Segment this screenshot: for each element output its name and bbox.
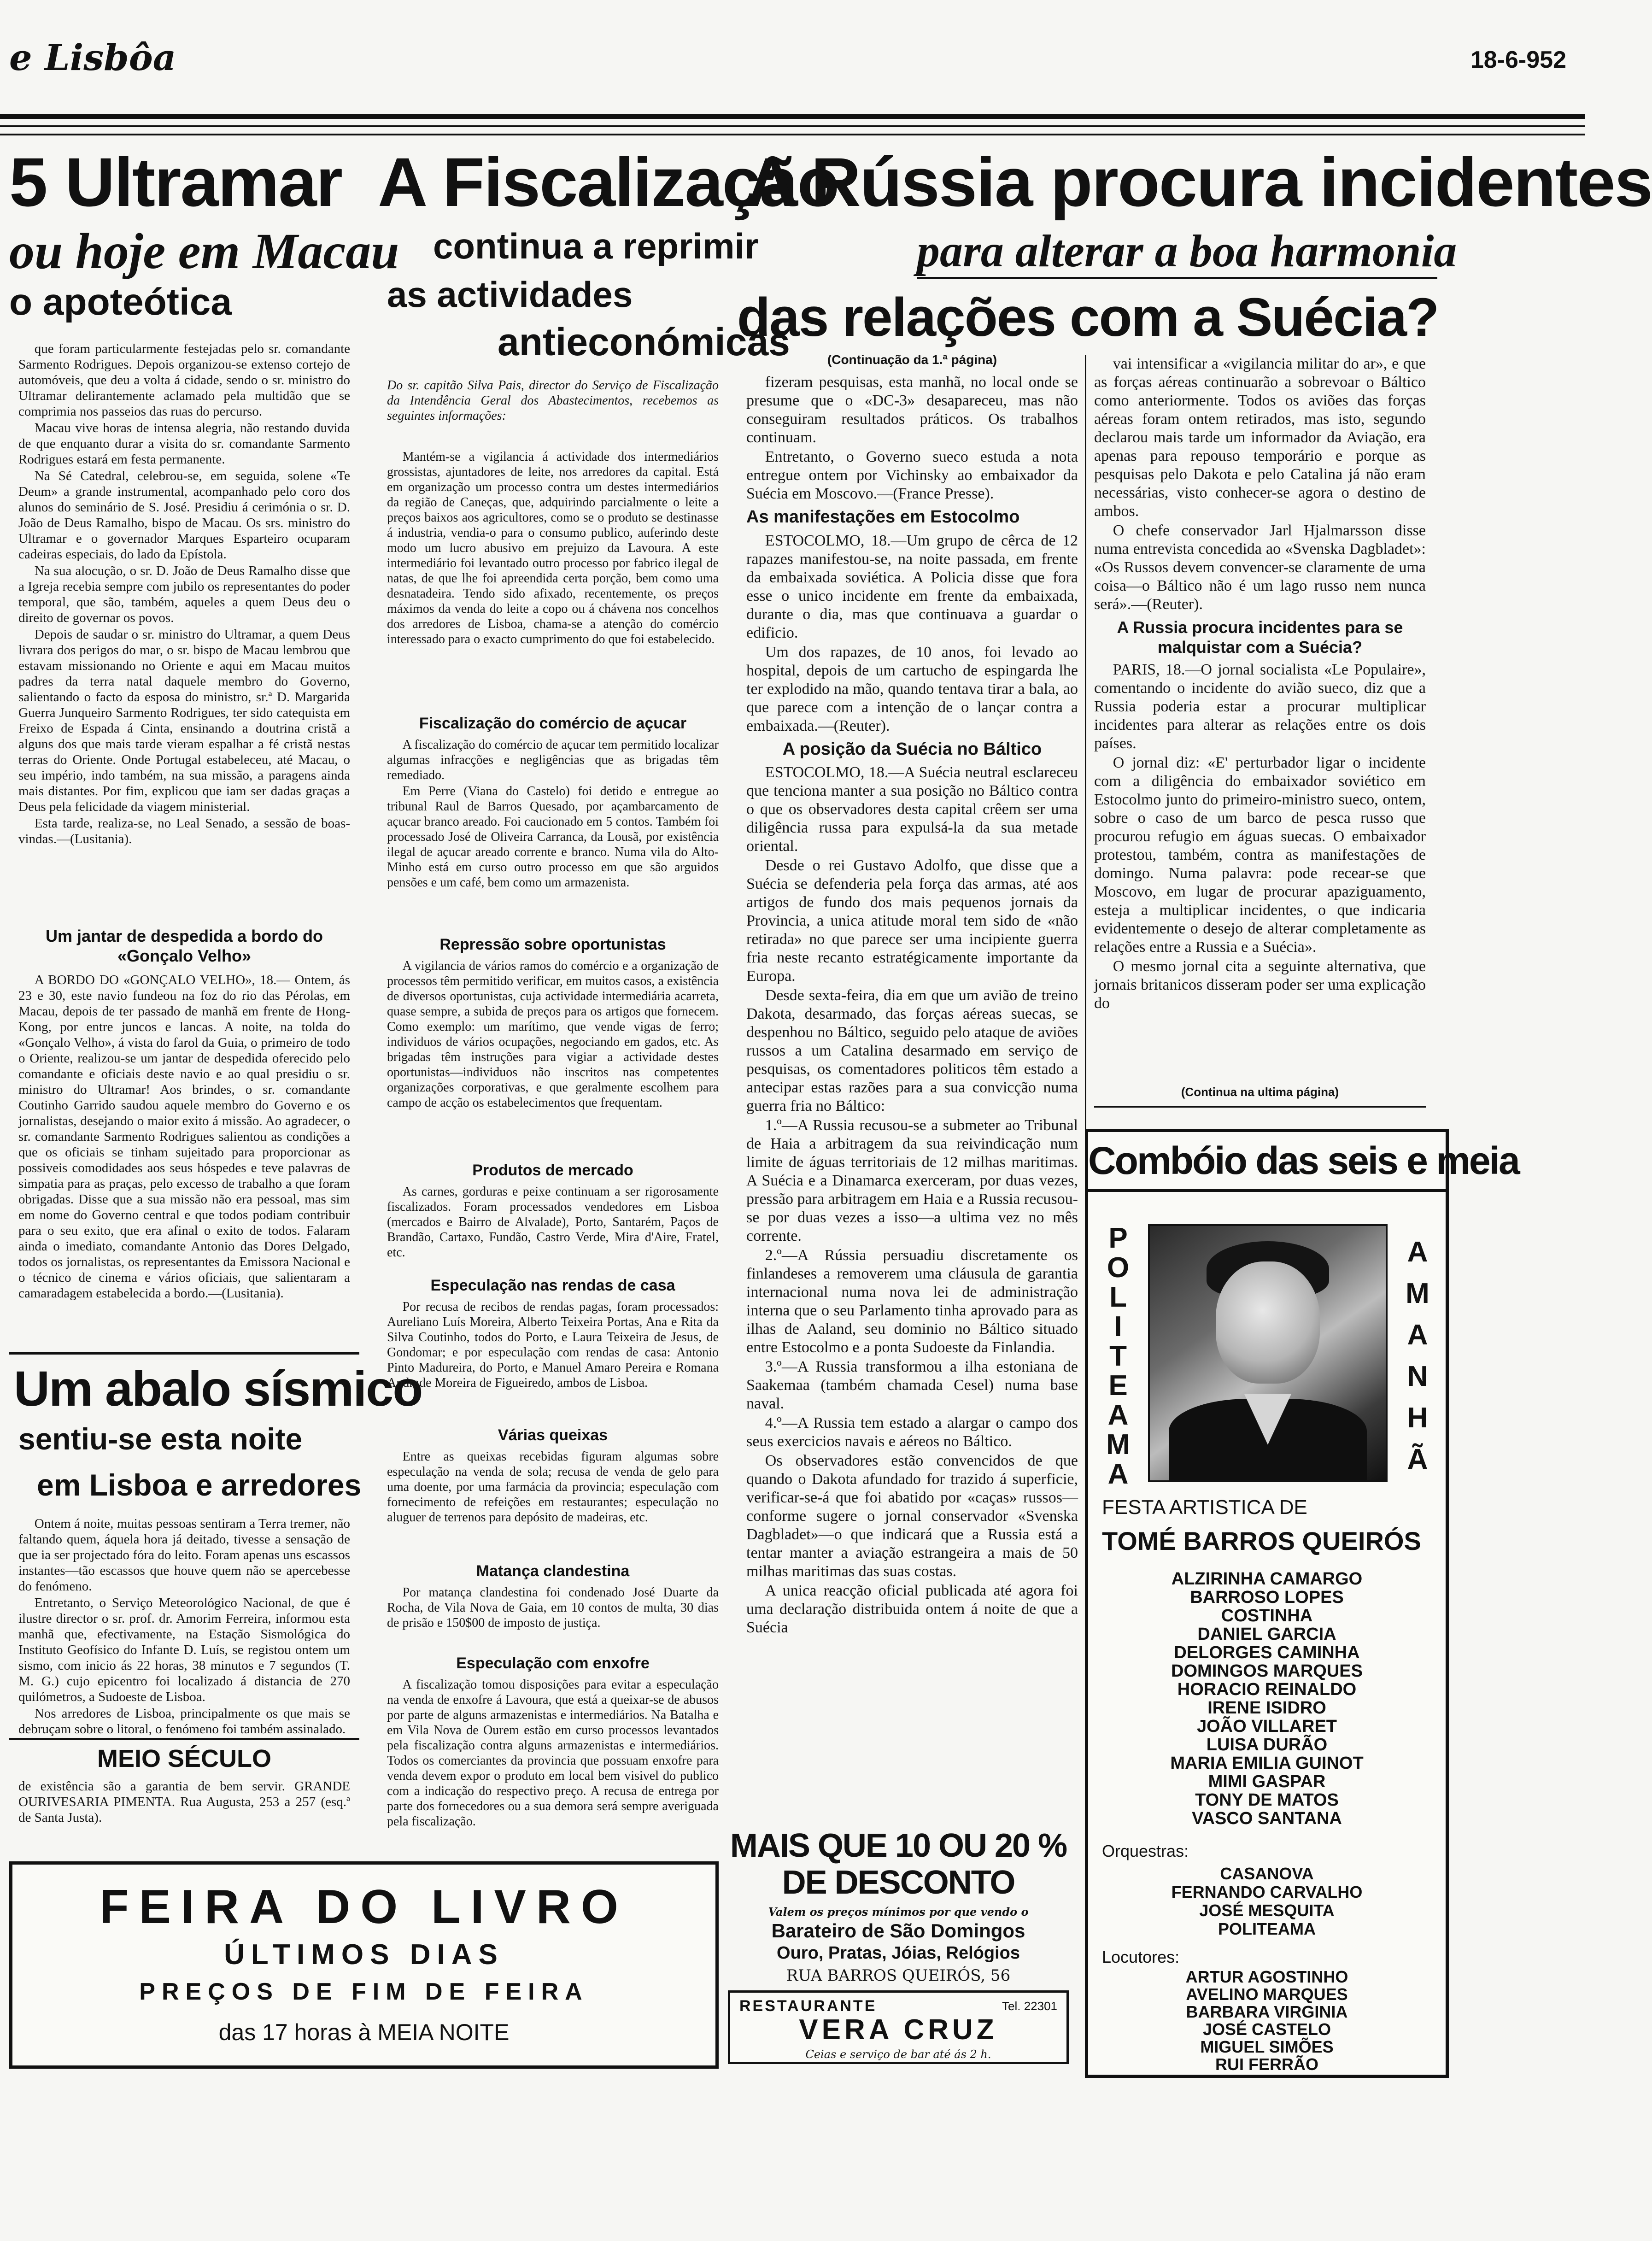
cast-name: DELORGES CAMINHA <box>1174 1643 1360 1662</box>
restaurante-hours: Ceias e serviço de bar até ás 2 h. <box>805 2048 991 2061</box>
posicao-heading: A posição da Suécia no Báltico <box>782 739 1042 759</box>
russia-headline: A Rússia procura incidentes <box>746 143 1652 221</box>
paragraph: O chefe conservador Jarl Hjalmarsson disse numa entrevista concedida ao «Svenska Dagbladet»: «Os Russos devem convencer-se claramente de uma coisa—o Báltico não é um lago russo nem nunca será».—(Reuter). <box>1094 522 1426 613</box>
vera-cruz-ad <box>728 1990 1069 2064</box>
abalo-sub-2: em Lisboa e arredores <box>37 1468 362 1502</box>
meio-seculo-text: de existência são a garantia de bem servir. GRANDE OURIVESARIA PIMENTA. Rua Augusta, 253 a 257 (esq.ª de Santa Justa). <box>18 1779 350 1825</box>
cast-name: BARROSO LOPES <box>1190 1588 1344 1607</box>
ultramar-headline-text: Ultramar <box>65 143 342 221</box>
paragraph: O mesmo jornal cita a seguinte alternativa, que jornais britanicos disseram poder ser uma explicação do <box>1094 958 1426 1012</box>
rendas-body <box>387 1299 719 1419</box>
star-name: TOMÉ BARROS QUEIRÓS <box>1102 1526 1421 1555</box>
masthead-rule-thin-2 <box>0 134 1585 135</box>
announcer-name: BARBARA VIRGINIA <box>1186 2002 1348 2021</box>
matanca-body <box>387 1585 719 1649</box>
paragraph: Nos arredores de Lisboa, principalmente os que mais se debruçam sobre o litoral, o fenómeno foi também assinalado. <box>18 1706 350 1736</box>
feira-line-2: ÚLTIMOS DIAS <box>224 1939 504 1971</box>
letter: A <box>1107 1399 1129 1431</box>
paragraph: Na sua alocução, o sr. D. João de Deus Ramalho disse que a Igreja recebia sempre com jubilo os representantes do poder temporal, que são, também, aqueles a quem Deus deu o direito de governar os povos. <box>18 563 350 625</box>
malquistar-heading: A Russia procura incidentes para se malquistar com a Suécia? <box>1117 618 1403 657</box>
paragraph: Por recusa de recibos de rendas pagas, foram processados: Aureliano Luís Moreira, Alberto Teixeira Portas, Ana e Rita da Silva Coutinho, todos do Porto, e Laura Teixeira de Jesus, de Gondomar; e por especulação com rendas de casa: Antonio Pinto Madureira, do Porto, e Manuel Amaro Pereira e Romana Andrade Moreira de Figueiredo, ambos de Lisboa. <box>387 1300 719 1390</box>
fiscalizacao-headline: A Fiscalização <box>378 143 839 221</box>
continua-note: (Continua na ultima página) <box>1181 1085 1339 1099</box>
barateiro-ad <box>728 1829 1069 1986</box>
enxofre-body <box>387 1677 719 1843</box>
feira-do-livro-ad <box>9 1861 719 2069</box>
desconto-line-6: RUA BARROS QUEIRÓS, 56 <box>786 1966 1011 1985</box>
letter: P <box>1108 1222 1128 1254</box>
fiscalizacao-body <box>387 449 719 707</box>
politeama-ad <box>1085 1129 1519 2078</box>
paragraph: vai intensificar a «vigilancia militar do ar», e que as forças aéreas continuarão a sobrevoar o Báltico como anteriormente. Todos os aviões das forças aéreas foram ontem retirados, mas isto, segundo declarou mais tarde um informador da Aviação, era apenas para repouso temporário e porque as pesquisas pelo Dakota e pelo Catalina já não eram necessárias, visto conhecer-se agora o destino de ambos. <box>1094 355 1426 520</box>
feira-line-4: das 17 horas à MEIA NOITE <box>218 2019 510 2045</box>
paragraph: 2.º—A Rússia persuadiu discretamente os finlandeses a removerem uma cláusula de garantia internacional numa nova lei de administração interna que o seu Parlamento tinha aprovado para as ilhas de Aaland, seu dominio no Báltico situado entre Estocolmo e a ponta Sudoeste da Finlandia. <box>746 1247 1078 1356</box>
column-rule <box>9 1352 359 1355</box>
fiscalizacao-intro: Do sr. capitão Silva Pais, director do Serviço de Fiscalização da Intendência Geral dos Abastecimentos, recebemos as seguintes informações: <box>387 378 719 423</box>
paragraph: PARIS, 18.—O jornal socialista «Le Populaire», comentando o incidente do avião sueco, diz que a Russia poderia estar a procurar multiplicar incidentes para alterar as relações entre os dois países. <box>1094 661 1426 752</box>
queixas-heading: Várias queixas <box>498 1426 608 1444</box>
column-rule <box>9 1738 359 1740</box>
cast-name: TONY DE MATOS <box>1195 1790 1339 1810</box>
letter: M <box>1406 1278 1429 1309</box>
actor-portrait <box>1148 1224 1388 1482</box>
desconto-line-1: MAIS QUE 10 OU 20 % <box>730 1827 1067 1864</box>
masthead-rule <box>0 114 1585 119</box>
paragraph: As carnes, gorduras e peixe continuam a ser rigorosamente fiscalizados. Foram processados vendedores em Lisboa (mercados e Bairro de Alvalade), Porto, Santarém, Paços de Brandão, Cartaxo, Fundão, Castro Verde, Mira d'Aire, Fratel, etc. <box>387 1185 719 1260</box>
matanca-heading: Matança clandestina <box>476 1562 630 1580</box>
paragraph: Desde sexta-feira, dia em que um avião de treino Dakota, desarmado, das forças aéreas suecas, se despenhou no Báltico, seguido pelo ataque de aviões russos a um Catalina desarmado em serviço de pesquisas, os comentadores politicos têm estado a antecipar estas razões para a sua convicção numa guerra fria no Báltico: <box>746 987 1078 1115</box>
ultramar-headline-prefix: 5 <box>9 143 47 221</box>
comboio-title: Combóio das seis e meia <box>1088 1141 1446 1192</box>
letter: A <box>1407 1236 1428 1268</box>
amanha-vertical <box>1401 1238 1434 1474</box>
masthead-rule-thin <box>0 125 1585 127</box>
meio-seculo-title: MEIO SÉCULO <box>97 1745 272 1772</box>
cast-name: IRENE ISIDRO <box>1207 1698 1326 1718</box>
paragraph: 1.º—A Russia recusou-se a submeter ao Tribunal de Haia a arbitragem da sua reivindicação num limite de águas territoriais de 12 milhas maritimas. A Suécia e a Dinamarca exerceram, por duas vezes, pressão para arbitragem em Haia e a Russia recusou-se por duas vezes a isso—a ultima vez no mês corrente. <box>746 1117 1078 1245</box>
cast-name: MIMI GASPAR <box>1208 1772 1326 1791</box>
cast-name: COSTINHA <box>1221 1606 1313 1625</box>
fiscalizacao-sub-2: as actividades <box>387 274 633 315</box>
paragraph: Ontem á noite, muitas pessoas sentiram a Terra tremer, não faltando quem, áquela hora já deitado, tivesse a sensação de que ia ser projectado fóra do leito. Foram apenas uns escassos instantes—tão escassos que houve quem não se apercebesse do fenómeno. <box>18 1516 350 1594</box>
paragraph: Entretanto, o Governo sueco estuda a nota entregue ontem por Vichinsky ao embaixador da Suécia em Moscovo.—(France Presse). <box>746 448 1078 502</box>
letter: O <box>1107 1252 1130 1284</box>
orchestra-name: POLITEAMA <box>1218 1919 1316 1938</box>
paragraph: A vigilancia de vários ramos do comércio e a organização de processos têm permitido verificar, em muitos casos, a existência de diversos oportunistas, cuja actividade intermediária acarreta, quase sempre, a subida de preços para os artigos que fornecem. Como exemplo: um marítimo, que vende vigas de ferro; individuos de vários ocupações, negociando em gados, etc. As brigadas têm instruções para vigiar a actividade destes oportunistas—individuos não inscritos nas competentes organizações corporativas, e que geralmente escolhem para campo de acção os estabelecimentos que frequentam. <box>387 959 719 1110</box>
russia-col-b <box>1094 355 1426 1078</box>
orquestras-list <box>1088 1865 1446 1938</box>
fiscalizacao-sub-3: antieconómicas <box>498 320 790 364</box>
letter: E <box>1108 1370 1128 1402</box>
cast-name: JOÃO VILLARET <box>1196 1717 1337 1736</box>
orchestra-name: CASANOVA <box>1220 1864 1314 1883</box>
paragraph: fizeram pesquisas, esta manhã, no local onde se presume que o «DC-3» desapareceu, mas não conseguiram resultados práticos. Os trabalhos continuam. <box>746 374 1078 446</box>
orchestra-name: FERNANDO CARVALHO <box>1171 1883 1363 1901</box>
cast-name: DOMINGOS MARQUES <box>1171 1661 1363 1681</box>
paragraph: Depois de saudar o sr. ministro do Ultramar, a quem Deus livrara dos perigos do mar, o sr. bispo de Macau lembrou que estavam missionando no Oriente e aqui em Macau muitos padres da terra natal daquele membro do Governo, salientando o facto da esposa do ministro, sr.ª D. Margarida Guerra Junqueiro Sarmento Rodrigues, ter sido catequista em Freixo de Espada á Cinta, ensinando a doutrina cristã a alguns dos que mais tarde vieram espalhar a fé cristã nestas terras do Oriente. Onde Portugal estabeleceu, até Macau, o seu império, indo também, na sua missão, a paragens ainda mais distantes. Por fim, explicou que iam ser dadas graças a Deus pela felicidade da viagem ministerial. <box>18 627 350 814</box>
enxofre-heading: Especulação com enxofre <box>456 1654 650 1672</box>
festa-label: FESTA ARTISTICA DE <box>1102 1496 1307 1519</box>
letter: I <box>1114 1311 1122 1343</box>
abalo-body <box>18 1516 350 1737</box>
ultramar-body <box>18 341 350 921</box>
cast-name: VASCO SANTANA <box>1192 1809 1342 1828</box>
locutores-label: Locutores: <box>1102 1948 1180 1966</box>
paragraph: A fiscalização tomou disposições para evitar a especulação na venda de enxofre á Lavoura, que está a queixar-se de abusos por parte de alguns armazenistas e intermediários. Na Batalha e em Vila Nova de Ourem estão em curso processos levantados pela fiscalização contra alguns armazenistas e intermediários. Todos os comerciantes da provincia que possuam enxofre para venda devem expor o produto em local bem visivel do publico com a indicação do respectivo preço. A recusa de entrega por parte dos fornecedores ou a sua demora será sempre averiguada pela fiscalização. <box>387 1678 719 1829</box>
ultramar-kicker: ou hoje em Macau <box>9 223 399 279</box>
jantar-heading: Um jantar de despedida a bordo do «Gonçalo Velho» <box>45 927 323 966</box>
acucar-body <box>387 737 719 926</box>
cast-name: ALZIRINHA CAMARGO <box>1171 1569 1363 1589</box>
paragraph: ESTOCOLMO, 18.—Um grupo de cêrca de 12 rapazes manifestou-se, na noite passada, em frente da embaixada soviética. A Policia disse que fora esse o unico incidente em frente da embaixada, durante o dia, mas que continuava a guardar o edificio. <box>746 532 1078 641</box>
cast-list <box>1088 1570 1446 1828</box>
letter: H <box>1407 1402 1428 1434</box>
rendas-heading: Especulação nas rendas de casa <box>430 1277 675 1294</box>
announcer-name: RUI FERRÃO <box>1215 2055 1318 2074</box>
cast-name: DANIEL GARCIA <box>1197 1625 1336 1644</box>
announcer-name: JOSÉ CASTELO <box>1202 2020 1331 2039</box>
cast-name: HORACIO REINALDO <box>1177 1680 1357 1699</box>
locutores-list <box>1088 1968 1446 2073</box>
letter: A <box>1107 1458 1129 1490</box>
paragraph: Os observadores estão convencidos de que quando o Dakota afundado for trazido á superficie, verificar-se-á que foi abatido por «caças» russos—conforme sugere o jornal conservador «Svenska Dagbladet»—o que indicará que a Russia está a tentar manter a aviação estrangeira a mais de 50 milhas maritimas das suas costas. <box>746 1452 1078 1580</box>
paragraph: Um dos rapazes, de 10 anos, foi levado ao hospital, depois de um cartucho de espingarda lhe ter explodido na mão, quando tentava tirar a bala, ao que parece com a intenção de o lançar contra a embaixada.—(Reuter). <box>746 643 1078 734</box>
announcer-name: MIGUEL SIMÕES <box>1200 2037 1334 2056</box>
fiscalizacao-sub-1: continua a reprimir <box>433 226 759 266</box>
desconto-line-2: DE DESCONTO <box>782 1864 1015 1901</box>
paragraph: ESTOCOLMO, 18.—A Suécia neutral esclareceu que tenciona manter a sua posição no Báltico contra o que os observadores desta capital crêem ser uma diligência russa para expulsá-la da sua metade oriental. <box>746 764 1078 855</box>
ultramar-kicker-2: o apoteótica <box>9 281 232 323</box>
ultramar-headline <box>9 143 369 221</box>
paragraph: A unica reacção oficial publicada até agora foi uma declaração distribuida ontem á noite de que a Suécia <box>746 1582 1078 1637</box>
repressao-heading: Repressão sobre oportunistas <box>439 936 666 953</box>
paragraph: Entre as queixas recebidas figuram algumas sobre especulação na venda de sola; recusa de venda de gelo para uma doente, por uma farmácia da provincia; especulação com fornecimento de refeições em restaurantes; especulação no aluguer de terrenos para depósito de madeiras, etc. <box>387 1449 719 1525</box>
paragraph: Mantém-se a vigilancia á actividade dos intermediários grossistas, ajuntadores de leite, nos arredores da capital. Está em organização um processo contra um destes intermediários da região de Caneças, que, adquirindo parcialmente o leite a preços baixos aos agricultores, como se o produto se destinasse á industria, vendia-o para o consumo publico, auferindo deste modo um lucro abusivo em prejuizo da Lavoura. A este intermediário foi levantado outro processo por fabrico ilegal de natas, de que lhe foi apreendida certa porção, bem como uma desnatadeira. Tendo sido afixado, recentemente, os preços máximos da venda do leite a copo ou á chávena nos concelhos dos arredores de Lisboa, chama-se a atenção do comércio interessado para o exacto cumprimento do que foi estabelecido. <box>387 450 719 646</box>
russia-col-a <box>746 373 1078 1815</box>
desconto-line-4: Barateiro de São Domingos <box>771 1920 1025 1942</box>
announcer-name: AVELINO MARQUES <box>1186 1985 1348 2004</box>
restaurante-label: RESTAURANTE <box>739 1997 877 2015</box>
restaurante-name: VERA CRUZ <box>799 2014 998 2046</box>
paragraph: 3.º—A Russia transformou a ilha estoniana de Saakemaa (também chamada Cesel) numa base naval. <box>746 1358 1078 1413</box>
russia-sub-2: das relações com a Suécia? <box>737 287 1439 348</box>
masthead-title: e Lisbôa <box>9 37 176 79</box>
jantar-body <box>18 972 350 1341</box>
desconto-line-3: Valem os preços mínimos por que vendo o <box>768 1905 1029 1918</box>
queixas-body <box>387 1449 719 1560</box>
abalo-headline: Um abalo sísmico <box>14 1361 422 1416</box>
paragraph: Esta tarde, realiza-se, no Leal Senado, a sessão de boas-vindas.—(Lusitania). <box>18 816 350 846</box>
paragraph: que foram particularmente festejadas pelo sr. comandante Sarmento Rodrigues. Depois organizou-se extenso cortejo de automóveis, que deu a volta á cidade, sendo o sr. ministro do Ultramar delirantemente aclamado pela multidão que se comprimia nos passeios das ruas do percurso. <box>18 341 350 419</box>
letter: Ã <box>1407 1443 1428 1475</box>
announcer-name: ARTUR AGOSTINHO <box>1185 1967 1348 1986</box>
orchestra-name: JOSÉ MESQUITA <box>1199 1901 1335 1920</box>
paragraph: O jornal diz: «E' perturbador ligar o incidente com a diligência do embaixador soviético em Estocolmo junto do primeiro-ministro sueco, ontem, sobre o caso de um barco de pesca russo que procurou refugio em águas suecas. O embaixador protestou, também, contra as manifestações de domingo. Numa palavra: pode recear-se que Moscovo, em lugar de procurar apaziguamento, esteja a multiplicar incidentes, o que indicaria evidentemente o desejo de alterar completamente as relações entre a Russia e a Suécia». <box>1094 754 1426 956</box>
mercado-heading: Produtos de mercado <box>472 1162 633 1179</box>
paragraph: A BORDO DO «GONÇALO VELHO», 18.— Ontem, ás 23 e 30, este navio fundeou na foz do rio das Pérolas, em Macau, depois de ter passado de manhã em frente de Hong-Kong, por entre juncos e lancas. A noite, na tolda do «Gonçalo Velho», á vista do farol da Guia, o primeiro de todo o Oriente, realizou-se um jantar de despedida oferecido pelo comandante e oficiais deste navio e ao qual presidiu o sr. ministro do Ultramar! Aos brindes, o sr. comandante Coutinho Garrido saudou aquele membro do Governo e os jornalistas, desejando o maior exito á missão. Ao agradecer, o sr. comandante Sarmento Rodrigues salientou as condições a que os oficiais se tinham sujeitado para proporcionar as possiveis comodidades aos seus hóspedes e teve palavras de simpatia para as praças, pelo excesso de trabalho a que foram obrigadas. Disse que a sua missão não era pessoal, mas sim em nome do Governo central e que todos podiam contribuir para o seu exito, que era afinal o exito de todos. Falaram ainda o imediato, comandante Antonio das Dores Delgado, todos os jornalistas, os representantes da Emissora Nacional e o técnico de cinema e vários oficiais, que salientaram a camaradagem estabelecida a bordo.—(Lusitania). <box>18 973 350 1301</box>
letter: T <box>1109 1340 1127 1372</box>
manifestacoes-heading: As manifestações em Estocolmo <box>746 507 1020 527</box>
paragraph: Entretanto, o Serviço Meteorológico Nacional, de que é ilustre director o sr. prof. dr. Amorim Ferreira, informou esta manhã que, efectivamente, na Estação Sismológica do Instituto Geofísico do Infante D. Luís, se registou ontem um sismo, com inicio ás 22 horas, 38 minutos e 7 segundos (T. M. G.) cujo epicentro foi localizado á distancia de 270 quilómetros, a Sudoeste de Lisboa. <box>18 1596 350 1704</box>
paragraph: Macau vive horas de intensa alegria, não restando duvida de que enquanto durar a visita do sr. comandante Sarmento Rodrigues estará em festa permanente. <box>18 421 350 467</box>
abalo-sub-1: sentiu-se esta noite <box>18 1422 303 1456</box>
portrait-face <box>1216 1261 1319 1384</box>
orquestras-label: Orquestras: <box>1102 1842 1189 1860</box>
cast-name: MARIA EMILIA GUINOT <box>1170 1754 1364 1773</box>
issue-date: 18-6-952 <box>1470 47 1566 73</box>
letter: A <box>1407 1319 1428 1351</box>
mercado-body <box>387 1184 719 1267</box>
letter: N <box>1407 1361 1428 1392</box>
acucar-heading: Fiscalização do comércio de açucar <box>419 715 687 732</box>
feira-line-1: FEIRA DO LIVRO <box>100 1880 628 1934</box>
paragraph: Desde o rei Gustavo Adolfo, que disse que a Suécia se defenderia pela força das armas, até aos artigos de fundo dos mais pequenos jornais da Provincia, a unica atitude moral tem sido de «não retirada» no que parece ser uma incipiente guerra fria neste recanto estratégicamente importante da Europa. <box>746 857 1078 985</box>
letter: L <box>1109 1281 1127 1313</box>
russia-sub-1: para alterar a boa harmonia <box>917 228 1437 279</box>
paragraph: Em Perre (Viana do Castelo) foi detido e entregue ao tribunal Raul de Barros Quesado, por açambarcamento de açucar branco areado. Foi caucionado em 5 contos. Também foi processado José de Oliveira Carranca, da Lousã, por existência ilegal de açucar areado corrente e branco. Numa vila do Alto-Minho está em curso outro processo em que são arguidos pensões e um café, bem como um armazenista. <box>387 784 719 890</box>
repressao-body <box>387 958 719 1147</box>
paragraph: Por matança clandestina foi condenado José Duarte da Rocha, de Vila Nova de Gaia, em 10 contos de multa, 30 dias de prisão e 150$00 de imposto de justiça. <box>387 1585 719 1630</box>
paragraph: 4.º—A Russia tem estado a alargar o campo dos seus exercicios navais e aéreos no Báltico. <box>746 1414 1078 1450</box>
russia-continuation: (Continuação da 1.ª página) <box>827 352 997 367</box>
desconto-line-5: Ouro, Pratas, Jóias, Relógios <box>777 1943 1020 1963</box>
continua-rule <box>1094 1106 1426 1108</box>
letter: M <box>1106 1429 1130 1461</box>
paragraph: A fiscalização do comércio de açucar tem permitido localizar algumas infracções e negligências que as brigadas têm remediado. <box>387 738 719 782</box>
restaurante-tel: Tel. 22301 <box>1002 1999 1057 2013</box>
feira-line-3: PREÇOS DE FIM DE FEIRA <box>139 1978 589 2005</box>
cast-name: LUISA DURÃO <box>1206 1735 1328 1754</box>
paragraph: Na Sé Catedral, celebrou-se, em seguida, solene «Te Deum» a grande instrumental, acompanhado pelo coro dos alunos do seminário de S. José. Presidiu á cerimónia o sr. D. João de Deus Ramalho, bispo de Macau. Os srs. ministro do Ultramar e o governador Marques Esparteiro ocuparam cadeiras especiais, do lado da Epístola. <box>18 469 350 562</box>
politeama-vertical <box>1102 1224 1134 1489</box>
